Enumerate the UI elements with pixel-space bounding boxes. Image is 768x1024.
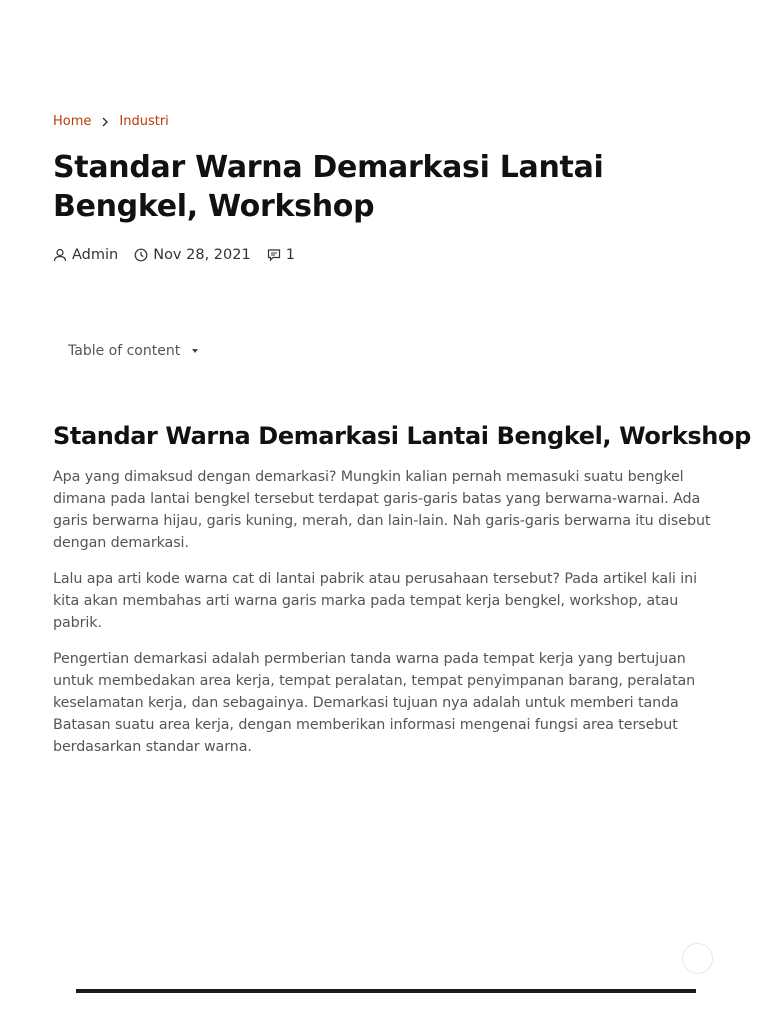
- breadcrumb-home-link[interactable]: Home: [53, 114, 92, 129]
- date-meta: [134, 247, 250, 263]
- breadcrumb: [53, 114, 169, 129]
- page-title: Standar Warna Demarkasi Lantai Bengkel, Workshop: [53, 150, 604, 224]
- section-heading: Standar Warna Demarkasi Lantai Bengkel, Workshop: [53, 422, 751, 450]
- article-body: [53, 466, 721, 772]
- article-image-top-edge: [76, 989, 696, 993]
- comment-count: 1: [285, 247, 295, 263]
- post-meta: [53, 247, 311, 263]
- toc-label: Table of content: [68, 343, 181, 359]
- paragraph: Apa yang dimaksud dengan demarkasi? Mungkin kalian pernah memasuki suatu bengkel dimana pada lantai bengkel tersebut terdapat garis-garis batas yang berwarna-warnai. Ada garis berwarna hijau, garis kuning, merah, dan lain-lain. Nah garis-garis berwarna itu disebut dengan demarkasi.: [53, 469, 711, 551]
- comment-icon: [267, 248, 281, 262]
- paragraph: Pengertian demarkasi adalah permberian tanda warna pada tempat kerja yang bertujuan untuk membedakan area kerja, tempat peralatan, tempat penyimpanan barang, peralatan keselamatan kerja, dan sebagainya. Demarkasi tujuan nya adalah untuk memberi tanda Batasan suatu area kerja, dengan memberikan informasi mengenai fungsi area tersebut berdasarkan standar warna.: [53, 651, 696, 755]
- post-date: Nov 28, 2021: [153, 247, 251, 263]
- breadcrumb-category-link[interactable]: Industri: [119, 114, 169, 129]
- table-of-content-toggle[interactable]: [68, 343, 198, 359]
- clock-icon: [134, 248, 148, 262]
- scroll-to-top-button[interactable]: [682, 943, 713, 974]
- paragraph: Lalu apa arti kode warna cat di lantai pabrik atau perusahaan tersebut? Pada artikel kali ini kita akan membahas arti warna garis marka pada tempat kerja bengkel, workshop, atau pabrik.: [53, 571, 697, 631]
- comments-meta[interactable]: [267, 247, 295, 263]
- author-meta[interactable]: [53, 247, 118, 263]
- author-name: Admin: [72, 247, 119, 263]
- chevron-right-icon: [91, 117, 119, 127]
- user-icon: [53, 248, 67, 262]
- caret-down-icon: [192, 349, 198, 353]
